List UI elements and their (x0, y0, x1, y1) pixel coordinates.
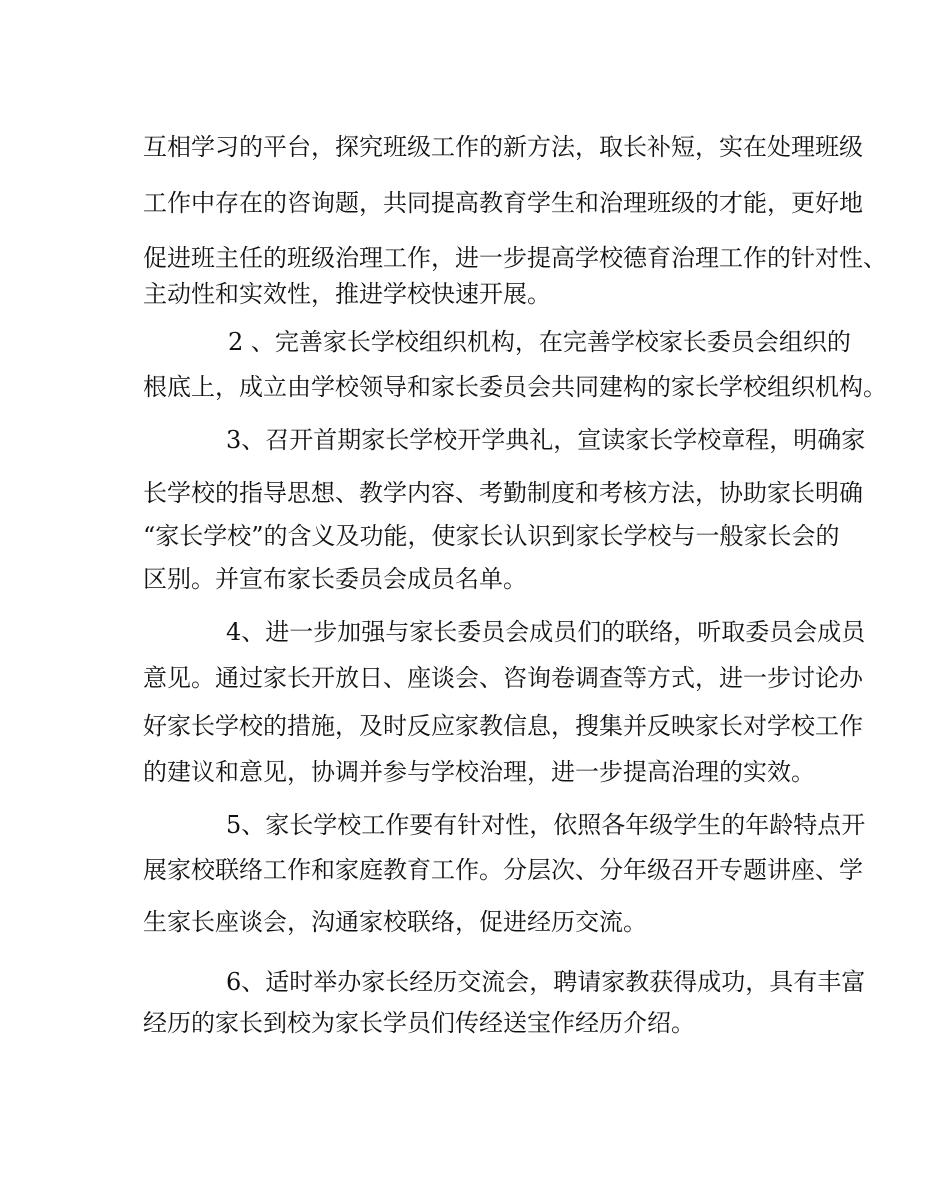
text-line: 好家长学校的措施，及时反应家教信息，搜集并反映家长对学校工作 (143, 712, 863, 740)
text-line: 长学校的指导思想、教学内容、考勤制度和考核方法，协助家长明确 (143, 479, 863, 507)
text-line: 促进班主任的班级治理工作，进一步提高学校德育治理工作的针对性、 (143, 244, 887, 272)
paragraph-2-first-line: 2 、完善家长学校组织机构，在完善学校家长委员会组织的 (228, 328, 851, 356)
text-line: 生家长座谈会，沟通家校联络，促进经历交流。 (143, 908, 647, 936)
text-line: 工作中存在的咨询题，共同提高教育学生和治理班级的才能，更好地 (143, 189, 863, 217)
paragraph-6-first-line: 6、适时举办家长经历交流会，聘请家教获得成功，具有丰富 (226, 968, 866, 996)
text-line: 意见。通过家长开放日、座谈会、咨询卷调查等方式，进一步讨论办 (143, 664, 863, 692)
paragraph-5-first-line: 5、家长学校工作要有针对性，依照各年级学生的年龄特点开 (226, 811, 866, 839)
text-line: 区别。并宣布家长委员会成员名单。 (143, 565, 527, 593)
text-line: 根底上，成立由学校领导和家长委员会共同建构的家长学校组织机构。 (143, 373, 887, 401)
text-line: 展家校联络工作和家庭教育工作。分层次、分年级召开专题讲座、学 (143, 856, 863, 884)
text-line: “家长学校”的含义及功能，使家长认识到家长学校与一般家长会的 (143, 522, 840, 550)
text-line: 互相学习的平台，探究班级工作的新方法，取长补短，实在处理班级 (143, 133, 863, 161)
paragraph-3-first-line: 3、召开首期家长学校开学典礼，宣读家长学校章程，明确家 (226, 426, 866, 454)
text-line: 主动性和实效性，推进学校快速开展。 (143, 280, 551, 308)
text-line: 的建议和意见，协调并参与学校治理，进一步提高治理的实效。 (143, 758, 815, 786)
paragraph-4-first-line: 4、进一步加强与家长委员会成员们的联络，听取委员会成员 (226, 618, 866, 646)
text-line: 经历的家长到校为家长学员们传经送宝作经历介绍。 (143, 1009, 695, 1037)
